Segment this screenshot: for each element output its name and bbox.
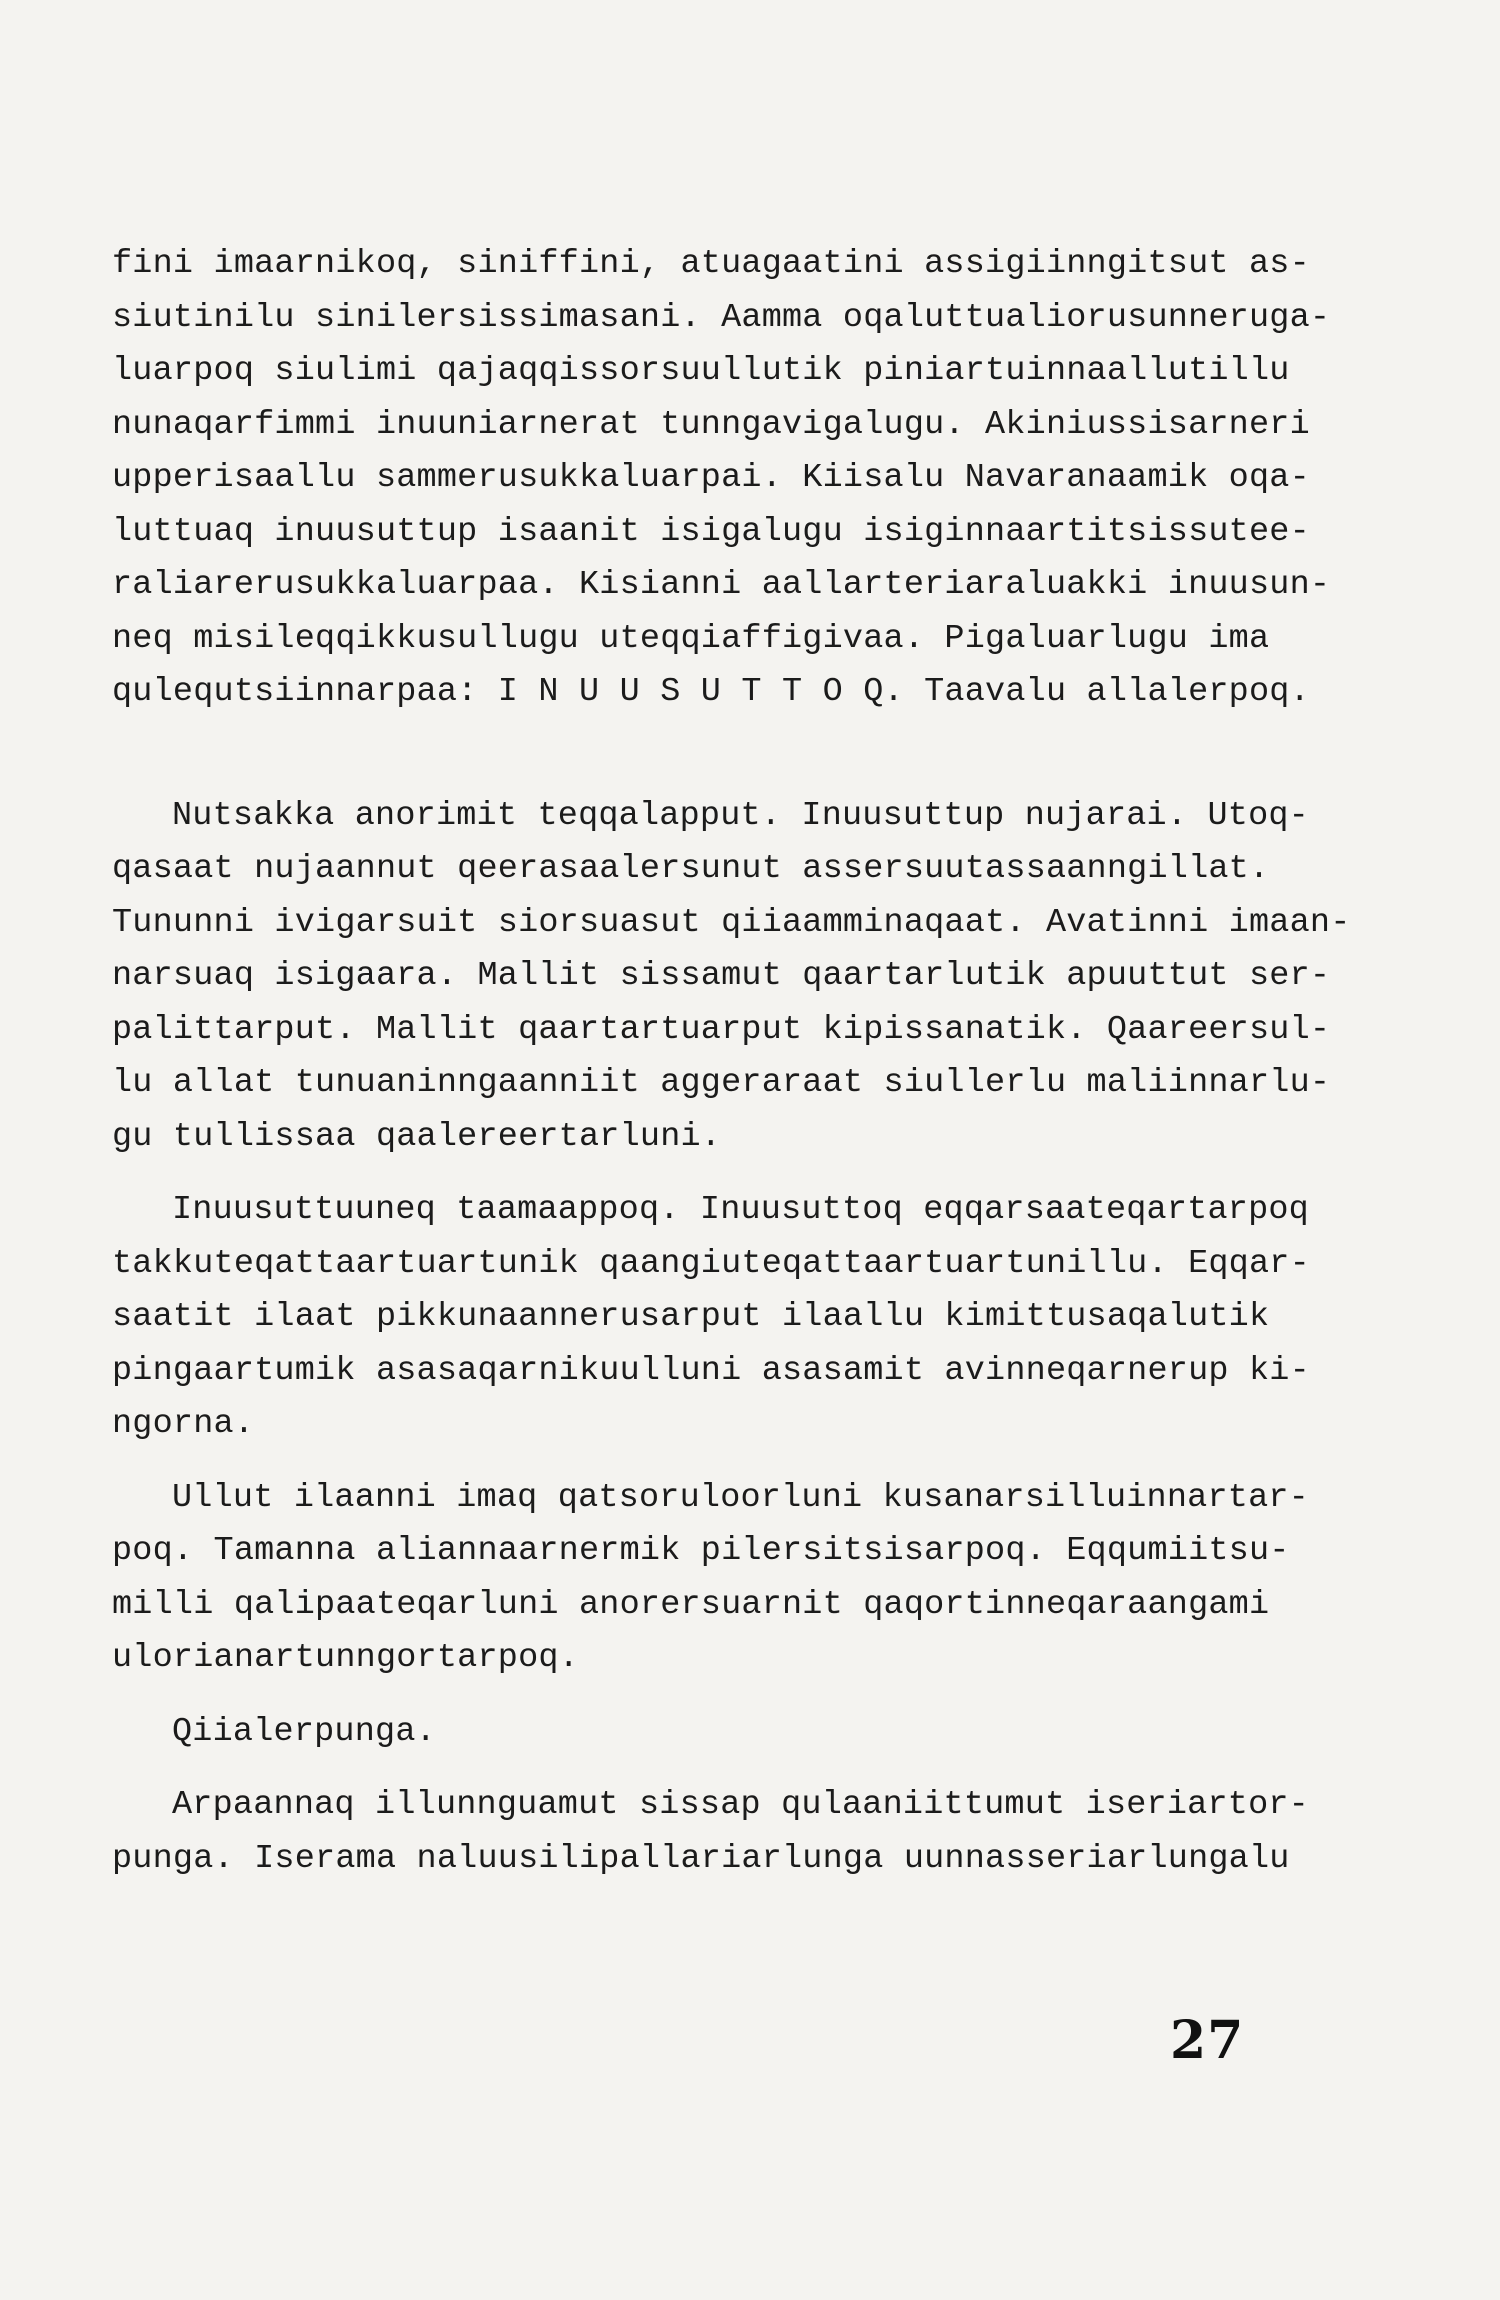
text-line: ngorna.: [112, 1405, 255, 1443]
text-line: luttuaq inuusuttup isaanit isigalugu isiginnaartitsissutee-: [112, 512, 1310, 551]
text-line: qulequtsiinnarpaa: I N U U S U T T O Q. Taavalu allalerpoq.: [112, 673, 1310, 711]
text-line: palittarput. Mallit qaartartuarput kipissanatik. Qaareersul-: [112, 1010, 1331, 1049]
text-line: luarpoq siulimi qajaqqissorsuullutik piniartuinnaallutillu: [112, 352, 1290, 390]
section-spacer: [112, 720, 1342, 790]
paragraph-3: [112, 1184, 1342, 1452]
text-line: Qiialerpunga.: [172, 1712, 436, 1751]
text-line: saatit ilaat pikkunaannerusarput ilaallu kimittusaqalutik: [112, 1298, 1270, 1336]
text-line: raliarerusukkaluarpaa. Kisianni aallarteriaraluakki inuusun-: [112, 566, 1331, 604]
text-line: Arpaannaq illunnguamut sissap qulaaniittumut iseriartor-: [172, 1786, 1309, 1824]
paragraph-spacer: [112, 1759, 1342, 1779]
paragraph-2: [112, 790, 1351, 1165]
text-line: neq misileqqikkusullugu uteqqiaffigivaa. Pigaluarlugu ima: [112, 619, 1270, 658]
text-line: Ullut ilaanni imaq qatsoruloorluni kusanarsilluinnartar-: [172, 1478, 1309, 1517]
paragraph-4: [112, 1472, 1342, 1686]
text-line: fini imaarnikoq, siniffini, atuagaatini assigiinngitsut as-: [112, 245, 1310, 283]
paragraph-5: [112, 1706, 1342, 1760]
text-line: poq. Tamanna aliannaarnermik pilersitsisarpoq. Eqqumiitsu-: [112, 1532, 1290, 1570]
text-line: takkuteqattaartuartunik qaangiuteqattaartuartunillu. Eqqar-: [112, 1244, 1310, 1283]
paragraph-1: [112, 238, 1342, 720]
body-text: [112, 238, 1351, 1886]
text-line: punga. Iserama naluusilipallariarlunga uunnasseriarlungalu: [112, 1839, 1290, 1878]
text-line: qasaat nujaannut qeerasaalersunut assersuutassaanngillat.: [112, 850, 1270, 888]
text-line: upperisaallu sammerusukkaluarpai. Kiisalu Navaranaamik oqa-: [112, 459, 1310, 497]
page-number: 27: [1170, 2010, 1245, 2071]
text-line: lu allat tunuaninngaanniit aggeraraat siullerlu maliinnarlu-: [112, 1064, 1331, 1102]
text-line: Tununni ivigarsuit siorsuasut qiiaamminaqaat. Avatinni imaan-: [112, 903, 1351, 942]
text-line: Inuusuttuuneq taamaappoq. Inuusuttoq eqqarsaateqartarpoq: [172, 1191, 1309, 1229]
text-line: Nutsakka anorimit teqqalapput. Inuusuttup nujarai. Utoq-: [172, 796, 1309, 835]
text-line: gu tullissaa qaalereertarluni.: [112, 1117, 722, 1156]
text-line: milli qalipaateqarluni anorersuarnit qaqortinneqaraangami: [112, 1585, 1270, 1624]
text-line: pingaartumik asasaqarnikuulluni asasamit avinneqarnerup ki-: [112, 1351, 1310, 1390]
text-line: siutinilu sinilersissimasani. Aamma oqaluttualiorusunneruga-: [112, 298, 1331, 337]
paragraph-spacer: [112, 1686, 1342, 1706]
paragraph-spacer: [112, 1164, 1342, 1184]
paragraph-spacer: [112, 1452, 1342, 1472]
paragraph-6: [112, 1779, 1342, 1886]
text-line: ulorianartunngortarpoq.: [112, 1639, 579, 1677]
text-line: narsuaq isigaara. Mallit sissamut qaartarlutik apuuttut ser-: [112, 957, 1331, 995]
text-line: nunaqarfimmi inuuniarnerat tunngavigalugu. Akiniussisarneri: [112, 405, 1310, 444]
